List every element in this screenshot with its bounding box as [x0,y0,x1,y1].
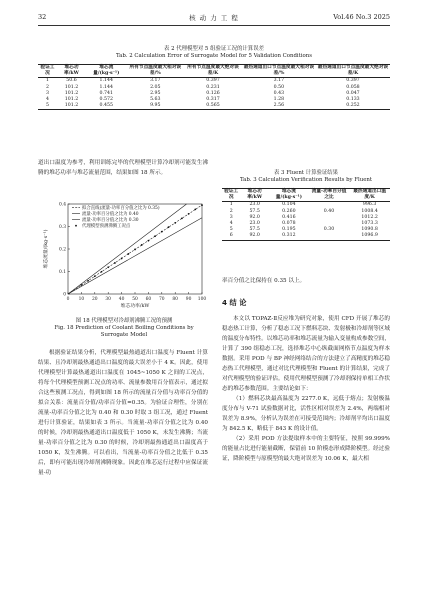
table-cell: 2.56 [273,103,285,109]
table2-col-header: 堆芯流量/(kg·s⁻¹) [93,65,120,77]
data-point [188,213,190,215]
x-tick-label: 10 [78,297,85,302]
y-tick-label: 0.1 [59,270,66,275]
table-cell: 0.30 [323,227,335,233]
issue-info: Vol.46 No.3 2025 [333,13,390,21]
table-cell: 0.565 [206,103,220,109]
data-point [81,284,83,286]
left-paragraph-2: 根据验证结果分析，代理模型最热通道出口温度与 Fluent 计算结果、且冷却剂最热通道出口温度的最大误差小于 4 K。因此，使用代理模型计算最热通道出口温度在 1045~1050 K 之间的工况点，将每个代理模型预测工况点的功率、流量参数用百分值表示，通过拟合这些预测工况点，得到如图 18 所示的流量百分值与功率百分值的拟合关系：流量百分值/功率百分值=0.35。为验证合理性，分别在流量-功率百分值之比为 0.40 和 0.30 时取 3 组工况，通过 Fluent 进行计算验证，结果如表 3 所示。当流量-功率百分值之比为 0.40 的时候，冷却剂最热通道出口温度低于 1050 K，未发生沸腾；当流量-功率百分值之比为 0.30 的时候，冷却剂最热通道出口温度高于 1050 K，发生沸腾。可以看出，当流量-功率百分值之比低于 0.35 后，即有可能出现冷却剂沸腾现象。因此在堆芯运行过程中应保证流量-功 [38,350,208,476]
table3-caption-cn: 表 3 Fluent 计算验证结果 [273,170,339,176]
data-point [127,253,129,255]
section-4-heading: 4 结 论 [222,298,247,307]
table-cell: 4 [229,221,233,227]
page-number: 32 [38,13,47,21]
figure-caption-en-1: Fig. 18 Prediction of Coolant Boiling Conditions by [54,325,194,331]
y-tick-label: 0 [63,292,66,298]
y-axis-label: 堆芯流量/(kg·s⁻¹) [44,229,49,269]
table-row [38,103,390,110]
table-cell: 101.2 [64,97,79,103]
table-cell: 1.28 [273,97,285,103]
table-cell: 1096.9 [361,233,378,239]
table-row [38,78,390,85]
data-point [174,222,176,224]
table-row [222,233,390,240]
right-paragraph-1: 率百分值之比保持在 0.35 以上。 [222,278,306,284]
table-cell: 2 [229,208,233,214]
figure-caption-en-2: Surrogate Model [100,332,148,338]
series-line-2 [68,218,202,294]
table-cell: 92.0 [249,233,260,239]
data-point [114,262,116,264]
table-cell: 0.126 [206,90,220,96]
table-cell: 0.317 [206,97,220,103]
table-cell: 0.058 [346,84,360,90]
table-cell: 57.5 [249,227,260,233]
x-tick-label: 20 [92,297,98,302]
table3-caption-en: Tab. 3 Calculation Verification Results by Fluent [239,177,373,183]
x-tick-label: 70 [159,297,165,302]
table-cell: 1090.8 [361,227,378,233]
table-cell: 101.2 [64,84,79,90]
data-point [154,235,156,237]
legend-label: 流量-功率百分值之比为 0.30 [82,218,139,223]
table-cell: 3 [229,214,233,220]
figure-18-caption [38,318,210,339]
table-cell: 1073.3 [361,221,378,227]
table-cell: 0.40 [323,208,335,214]
table2-caption-en: Tab. 2 Calculation Error of Surrogate Model for 5 Validation Conditions [115,53,313,59]
table3-col-header: 最热通道出口温度/K [353,189,387,201]
table-cell: 996.3 [362,202,377,208]
table2-col-header: 堆芯功率/kW [64,65,79,77]
table-cell: 0.078 [282,221,296,227]
table-cell: 0.741 [99,90,113,96]
table-cell: 1 [45,78,49,84]
table-cell: 0.133 [346,97,360,103]
y-tick-label: 0.2 [59,247,66,253]
table-cell: 4 [45,97,49,103]
data-point [194,209,196,211]
x-tick-label: 60 [145,297,152,302]
table-cell: 3.17 [273,78,285,84]
table2-col-header: 最热通道出口节点温度最大绝对误差/K [317,65,389,77]
data-point [101,271,103,273]
chart-svg [38,198,210,316]
table-cell: 2 [45,84,49,90]
table2-col-header: 所有节点温度最大绝对误差/K [187,65,239,77]
table3-col-header: 堆芯功率/kW [247,189,263,201]
data-point [134,249,136,251]
table-cell: 2.95 [150,90,161,96]
table2-caption [38,46,390,60]
table-cell: 3 [45,90,49,96]
table2-caption-cn: 表 2 代理模型对 5 组验证工况的计算误差 [164,46,264,52]
table-cell: 101.2 [64,90,79,96]
table3-col-header: 验证工况 [224,189,239,201]
y-tick-label: 0.4 [59,202,66,208]
x-tick-label: 90 [185,297,192,302]
table-cell: 0.397 [206,78,220,84]
table-cell: 0.50 [273,84,285,90]
x-tick-label: 30 [105,297,111,302]
table-cell: 23.0 [249,221,260,227]
data-point [141,244,143,246]
table2-col-header: 所有节点温度最大相对误差/% [129,65,182,77]
data-point [168,226,170,228]
table-cell: 0.312 [282,233,296,239]
data-point [107,266,109,268]
table-cell: 1012.2 [361,214,378,220]
data-point [181,218,183,220]
table-cell: 1.144 [99,78,113,84]
table-row [222,202,390,209]
table-cell: 0.455 [99,103,113,109]
table-cell: 57.5 [249,208,260,214]
table-cell [309,233,349,240]
legend-marker [75,225,77,227]
table-cell: 0.416 [282,214,296,220]
figure-18 [38,198,210,316]
table-cell: 0.43 [273,90,285,96]
table3-col-header: 堆芯流量/(kg·s⁻¹) [275,189,302,201]
x-tick-label: 100 [197,297,207,302]
table3-col-header: 流量-功率百分值之比 [311,189,347,201]
data-point [87,280,89,282]
table-cell: 23.0 [249,202,260,208]
table-cell: 1.144 [99,84,113,90]
table3-caption [222,170,390,184]
legend-label: 流量-功率百分值之比为 0.40 [82,212,139,217]
table-cell: 0.572 [99,97,113,103]
journal-title: 核 动 力 工 程 [189,14,239,22]
data-point [161,231,163,233]
table-cell: 0.047 [346,90,360,96]
data-point [148,240,150,242]
table-cell: 3.17 [150,78,161,84]
right-paragraphs: 本文以 TOPAZ-Ⅱ反应堆为研究对象，使用 CFD 开展了堆芯的稳态热工计算，分析了稳态工况下燃料芯块、发射极和冷却剂等区域的温度分布特性。以堆芯功率和堆芯流量为输入变量构成参数空间，计算了 390 组稳态工况，选择堆芯中心纵截面网格节点温度为样本数据。采用 POD 与 BP 神经网络结合的方法建立了高精度的堆芯稳态热工代理模型，通过对比代理模型和 Fluent 的计算结果，完成了对代理模型的验证评估。使用代理模型预测了冷却剂保持单相工作状态的堆芯参数范围。主要结论如下： （1）燃料芯块最高温度为 2277.0 K，远低于熔点；发射极温度分布与 V-71 试验数据对比，活性区相对误差为 2.4%，两端相对误差为 8.9%，分析认为误差在可接受范围内；冷却剂平均出口温度为 842.5 K，略低于 843 K 的设计值。 （2）采用 POD 方法提取样本中的主要特征，按照 99.999% 的能量占比进行能量截断，保留前 10 阶模态形成降阶模型。经过验证，降阶模型与原模型的最大绝对误差为 10.06 K，最大相 [222,316,390,462]
x-tick-label: 0 [66,297,70,302]
table-cell: 0.231 [206,84,220,90]
table2 [38,64,390,110]
table-cell: 5 [229,227,233,233]
table-cell: 50.6 [66,78,77,84]
table-cell: 0.397 [346,78,360,84]
data-point [121,258,123,260]
table-cell: 0.195 [282,227,296,233]
table3 [222,188,390,241]
table-cell: 0.260 [282,208,296,214]
table-cell: 5.63 [150,97,161,103]
table-cell: 5 [45,103,49,109]
table-cell: 2.05 [150,84,161,90]
x-tick-label: 40 [118,297,125,302]
table2-col-header: 最热通道出口节点温度最大相对误差/% [243,65,315,77]
table-cell: 101.2 [64,103,79,109]
figure-caption-cn: 图 18 代理模型对冷却剂沸腾工况的预测 [75,318,173,324]
legend-label: 代理模型预测沸腾工况点 [82,224,131,229]
table-cell: 92.0 [249,214,260,220]
table-cell: 0.252 [346,103,360,109]
left-paragraph-1: 道出口温度为参考，利用训练完毕的代理模型计算冷却剂可能发生沸腾的堆芯功率与堆芯流量范围，结果如图 18 所示。 [38,160,208,176]
y-tick-label: 0.3 [59,225,66,230]
data-point [201,204,203,206]
x-tick-label: 50 [132,297,138,302]
table-cell: 0.104 [282,202,296,208]
table-cell: 1008.4 [361,208,378,214]
table-cell: 9.95 [150,103,161,109]
table2-col-header: 验证工况 [40,65,55,77]
x-axis-label: 堆芯功率/kW [120,304,150,309]
table-cell: 1 [229,202,233,208]
data-point [94,275,96,277]
table-cell [309,202,349,209]
table-cell: 6 [229,233,233,239]
legend-label: 拟合直线(流量-功率百分值之比为 0.35) [82,206,160,211]
running-header [38,13,390,26]
x-tick-label: 80 [172,297,178,302]
